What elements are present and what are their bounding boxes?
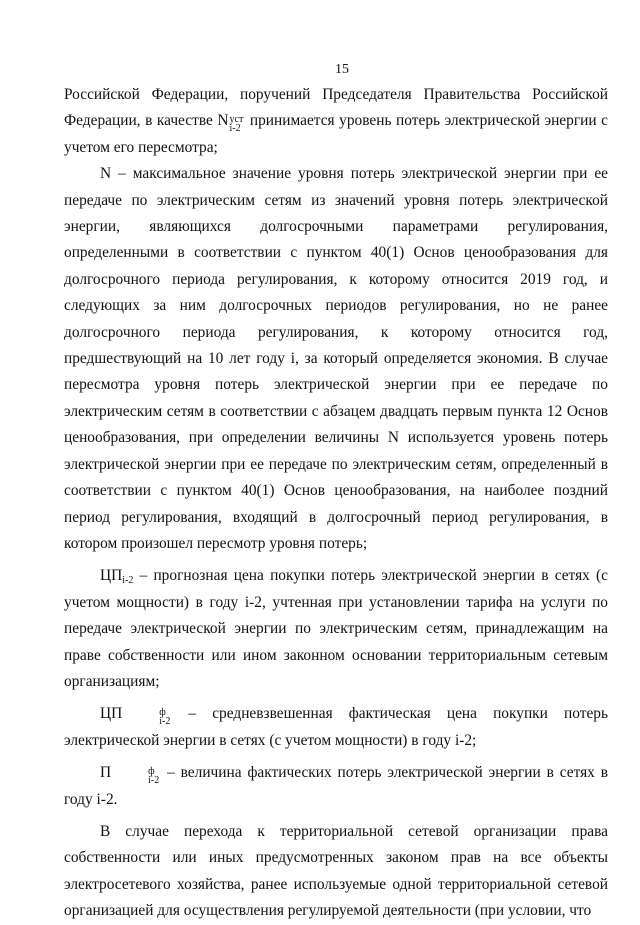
symbol-indices <box>123 708 170 726</box>
paragraph-text-part: – прогнозная цена покупки потерь электрической энергии в сетях (с учетом мощности) в году i-2, учтенная при установлении тарифа на услуги по передаче электрической энергии по электрическим сетям, принадлежащим на праве собственности или ином законном основании территориальным сетевым организациям; <box>64 567 608 690</box>
paragraph-text-part: – максимальное значение уровня потерь электрической энергии при ее передаче по электрическим сетям из значений уровня потерь электрической энергии, являющихся долгосрочными параметрами регулирования, определенными в соответствии с пунктом 40(1) Основ ценообразования для долгосрочного периода регулирования, к которому относится 2019 год, и следующих за ним долгосрочных периодов регулирования, но не ранее долгосрочного периода регулирования, к которому относится год, предшествующий на 10 лет году i, за который определяется экономия. В случае пересмотра уровня потерь электрической энергии при ее передаче по электрическим сетям в соответствии с абзацем двадцать первым пункта 12 Основ ценообразования, при определении величины <box>64 165 608 447</box>
symbol-superscript: ф <box>159 707 166 719</box>
symbol-base: П <box>100 764 112 782</box>
paragraph-text-part: используется уровень потерь электрической энергии при ее передаче по электрическим сетям, определенный в соответствии с пунктом 40(1) Основ ценообразования, на наиболее поздний период регулирования, входящий в долгосрочный период регулирования, в котором произошел пересмотр уровня потерь; <box>64 429 609 552</box>
document-page <box>64 60 608 925</box>
symbol-p-fact <box>100 764 161 787</box>
symbol-base: ЦП <box>100 567 123 585</box>
symbol-subscript: i-2 <box>229 123 241 135</box>
symbol-base: ЦП <box>100 705 123 723</box>
symbol-superscript: уст <box>229 114 244 126</box>
symbol-n: N <box>387 429 399 447</box>
paragraph-text-part: принимается уровень потерь электрической энергии с учетом его пересмотра; <box>64 112 608 156</box>
symbol-subscript: i-2 <box>159 716 171 728</box>
paragraph-pf-definition <box>64 760 608 813</box>
paragraph-n-definition <box>64 161 608 557</box>
paragraph-text-part: Российской Федерации, поручений Председателя Правительства Российской Федерации, в качестве <box>64 86 608 130</box>
paragraph-cp-definition <box>64 563 608 695</box>
paragraph-text-part: – величина фактических потерь электрической энергии в сетях в году i-2. <box>64 764 608 808</box>
symbol-subscript: i-2 <box>122 575 134 587</box>
paragraph-text-part: – средневзвешенная фактическая цена покупки потерь электрической энергии в сетях (с учетом мощности) в году i-2; <box>64 705 608 749</box>
page-number: 15 <box>335 62 349 77</box>
paragraph-transfer-case: В случае перехода к территориальной сетевой организации права собственности или иных предусмотренных законом прав на все объекты электросетевого хозяйства, ранее используемые одной территориальной сетевой организацией для осуществления регулируемой деятельности (при условии, что <box>64 822 608 920</box>
symbol-superscript: ф <box>148 766 155 778</box>
paragraph-continuation <box>64 82 608 161</box>
symbol-indices <box>230 115 244 133</box>
symbol-base: N <box>217 112 229 130</box>
symbol-cp <box>100 567 134 587</box>
symbol-indices <box>112 767 159 785</box>
symbol-n: N <box>100 165 112 183</box>
symbol-cp-fact <box>100 705 172 728</box>
symbol-subscript: i-2 <box>148 775 160 787</box>
paragraph-cpf-definition <box>64 701 608 754</box>
symbol-n-ust <box>217 112 245 135</box>
